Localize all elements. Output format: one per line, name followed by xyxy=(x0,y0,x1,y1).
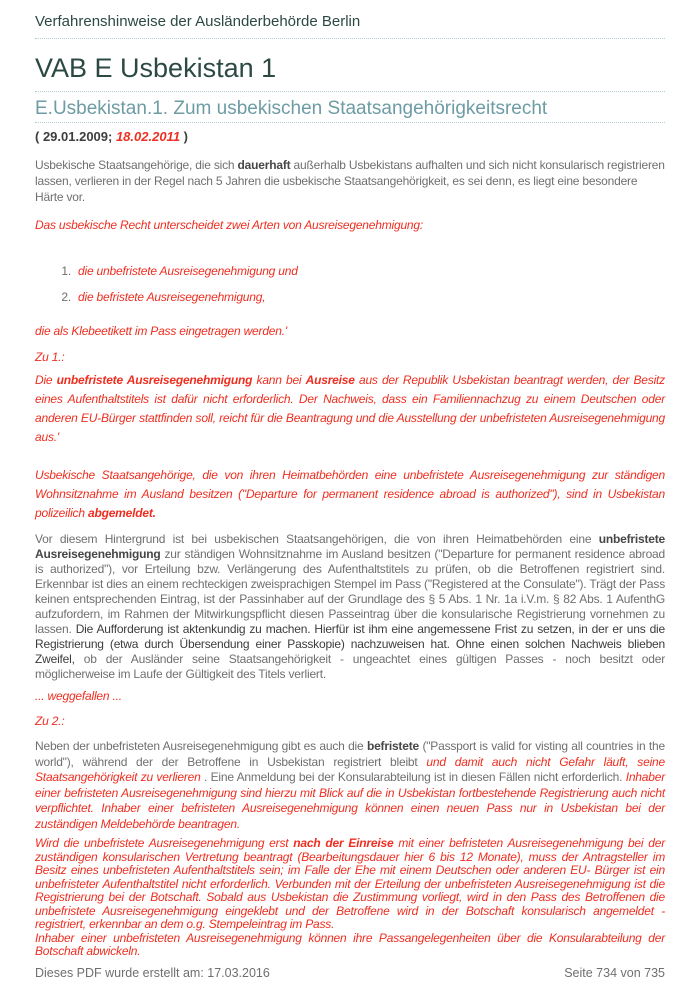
revision-dates xyxy=(35,129,665,144)
einreise-text: Wird die unbefristete Ausreisegenehmigung erst xyxy=(35,836,294,850)
list-item xyxy=(56,284,665,310)
zu2-text-cont2: . Eine Anmeldung bei der Konsularabteilung ist in diesen Fällen nicht erforderlich. xyxy=(204,770,626,784)
weggefallen-line: ... weggefallen ... xyxy=(35,689,122,703)
zu1-label: Zu 1.: xyxy=(35,350,65,364)
background-bold-permit: unbefristete Ausreisegenehmigung xyxy=(35,532,665,561)
zu2-red-end: Inhaber einer befristeten Ausreisegenehmigung sind hierzu mit Blick auf die in Usbekistan fortbestehende Registrierung auch nicht verpflichtet. Inhaber einer befristeten Ausreisegenehmigung können einen neuen Pass nur in Usbekistan bei der zuständigen Meldebehörde beantragen. xyxy=(35,770,665,831)
org-header: Verfahrenshinweise der Ausländerbehörde Berlin xyxy=(35,0,665,39)
background-text: Vor diesem Hintergrund ist bei usbekischen Staatsangehörigen, die von ihren Heimatbehörden eine xyxy=(35,532,599,546)
intro-text: Usbekische Staatsangehörige, die sich xyxy=(35,158,238,172)
zu1-bold-unbefristete: unbefristete Ausreisegenehmigung xyxy=(56,373,253,387)
background-text-cont: zur ständigen Wohnsitznahme im Ausland besitzen ("Departure for permanent residence abroad is authorized"), vor Erteilung bzw. Verlängerung des Aufenthaltstitels zu prüfen, ob die Betroffenen registriert sind. Erkennbar ist dies an einem rechteckigen zweisprachigen Stempel im Pass ("Registered at the Consulate"). Trägt der Pass keinen entsprechenden Eintrag, ist der Passinhaber auf der Grundlage des § 5 Abs. 1 Nr. 1a i.V.m. § 82 Abs. 1 AufenthG aufzufordern, im Rahmen der Mitwirkungspflicht diesen Passeintrag über die konsularische Registrierung vornehmen zu lassen. xyxy=(35,547,665,636)
background-emphasis: Die Aufforderung ist aktenkundig zu machen. Hierfür ist ihm eine angemessene Frist zu setzen, in der er uns die Registrierung (etwa durch Übersendung einer Passkopie) nachzuweisen hat. Ohne einen solchen Nachweis blieben Zweifel, xyxy=(35,622,665,666)
intro-text-cont: außerhalb Usbekistans aufhalten und sich nicht konsularisch registrieren lassen, verlieren in der Regel nach 5 Jahren die usbekische Staatsangehörigkeit, es sei denn, es liegt eine besondere Härte vor. xyxy=(35,158,665,204)
einreise-text-cont: mit einer befristeten Ausreisegenehmigung bei der zuständigen konsularischen Vertretung beantragt (Bearbeitungsdauer hier 6 bis 12 Monate), muss der Antragsteller im Besitz eines unbefristeten Aufenthaltstitels sein; im Falle der Ehe mit einem Deutschen oder anderen EU- Bürger ist ein unbefristeter Aufenthaltstitel nicht erforderlich. Verbunden mit der Erteilung der unbefristeten Ausreisegenehmigung ist die Registrierung bei der Botschaft. Sobald aus Usbekistan die Zustimmung vorliegt, wird in den Pass des Betroffenen die unbefristete Ausreisegenehmigung eingeklebt und der Betroffene wird in der Botschaft konsularisch angemeldet - registriert, erkennbar an dem o.g. Stempeleintrag im Pass. xyxy=(35,836,665,931)
date-revision: 18.02.2011 xyxy=(115,129,181,144)
background-paragraph xyxy=(35,532,665,682)
einreise-paragraph xyxy=(35,837,665,932)
date-close-paren: ) xyxy=(180,129,189,144)
pdf-created-date: Dieses PDF wurde erstellt am: 17.03.2016 xyxy=(35,966,270,980)
departure-bold-abgemeldet: abgemeldet. xyxy=(87,506,156,520)
einreise-bold-nach-der-einreise: nach der Einreise xyxy=(293,836,394,850)
permit-type-list xyxy=(35,258,665,310)
list-item xyxy=(56,258,665,284)
red-intro-line: Das usbekische Recht unterscheidet zwei Arten von Ausreisegenehmigung: xyxy=(35,218,424,232)
zu2-label: Zu 2.: xyxy=(35,714,65,728)
zu1-text: kann bei xyxy=(252,373,306,387)
zu2-bold-befristete: befristete xyxy=(366,739,419,753)
list-number: 1. xyxy=(61,264,71,278)
page-number: Seite 734 von 735 xyxy=(564,966,665,980)
background-text-end: ob der Ausländer seine Staatsangehörigkeit - ungeachtet eines gültigen Passes - noch besitzt oder möglicherweise im Laufe der Gültigkeit des Titels verliert. xyxy=(35,652,665,681)
klebeetikett-line: die als Klebeetikett im Pass eingetragen werden.' xyxy=(35,324,287,338)
zu2-text-cont: ("Passport is valid for visting all countries in the world"), während der der Betroffene in Usbekistan registriert bleibt xyxy=(35,739,665,769)
inhaber-paragraph: Inhaber einer unbefristeten Ausreisegenehmigung können ihre Passangelegenheiten über die Konsularabteilung der Botschaft abwickeln. xyxy=(35,930,665,958)
page-title: VAB E Usbekistan 1 xyxy=(35,55,665,92)
page-footer xyxy=(35,966,665,980)
intro-paragraph xyxy=(35,157,665,205)
list-text: die unbefristete Ausreisegenehmigung und xyxy=(78,264,298,278)
zu1-paragraph xyxy=(35,371,665,447)
section-heading: E.Usbekistan.1. Zum usbekischen Staatsangehörigkeitsrecht xyxy=(35,99,665,123)
departure-text: Usbekische Staatsangehörige, die von ihren Heimatbehörden eine unbefristete Ausreisegenehmigung zur ständigen Wohnsitznahme im Ausland besitzen ("Departure for permanent residence abroad is authorized"), sind in Usbekistan polizeilich xyxy=(35,468,665,520)
zu2-text: Neben der unbefristeten Ausreisegenehmigung gibt es auch die xyxy=(35,739,367,753)
zu1-bold-ausreise: Ausreise xyxy=(305,373,355,387)
list-number: 2. xyxy=(61,290,71,304)
zu1-text-cont: aus der Republik Usbekistan beantragt werden, der Besitz eines Aufenthaltstitels ist dafür nicht erforderlich. Der Nachweis, dass ein Familiennachzug zu einem Deutschen oder anderen EU-Bürger stattfinden soll, reicht für die Beantragung und die Ausstellung der unbefristeten Ausreisegenehmigung aus.' xyxy=(35,373,665,444)
zu2-paragraph xyxy=(35,739,665,832)
date-original: ( 29.01.2009; xyxy=(35,129,116,144)
list-text: die befristete Ausreisegenehmigung, xyxy=(78,290,266,304)
intro-bold-dauerhaft: dauerhaft xyxy=(237,158,291,172)
departure-paragraph xyxy=(35,466,665,523)
zu2-red-insert: und damit auch nicht Gefahr läuft, seine Staatsangehörigkeit zu verlieren xyxy=(35,754,665,784)
zu1-text: Die xyxy=(35,373,57,387)
